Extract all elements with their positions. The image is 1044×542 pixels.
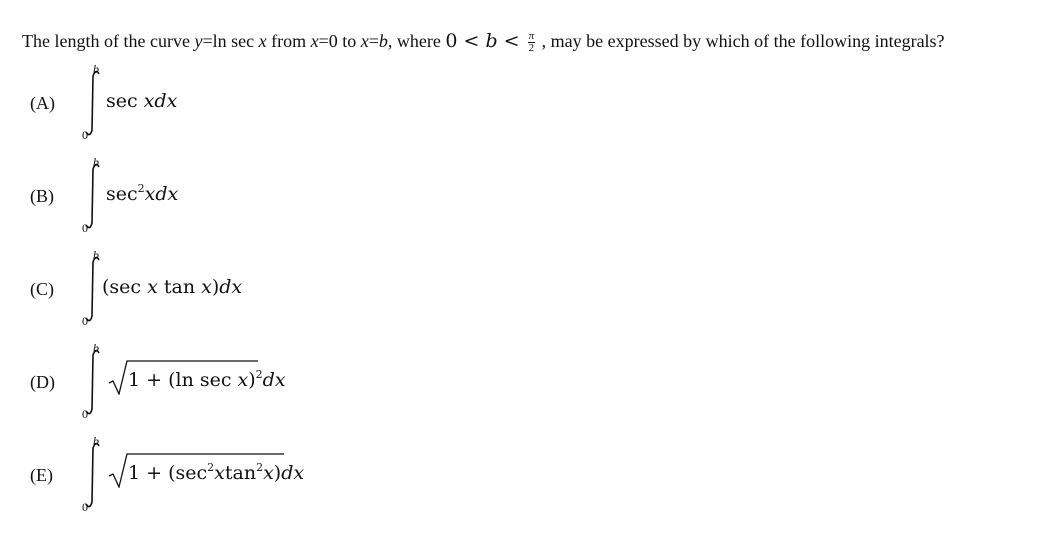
integrand bbox=[128, 462, 304, 485]
integrand bbox=[106, 183, 178, 206]
option-label: (D) bbox=[30, 372, 55, 392]
integrand-part: tan bbox=[224, 462, 257, 484]
lower-limit: 0 bbox=[82, 314, 88, 328]
integrand-part: ) bbox=[211, 276, 220, 298]
integrand bbox=[128, 369, 286, 392]
inequality-part: 0 < bbox=[445, 30, 486, 52]
question-text bbox=[22, 30, 945, 54]
question-segment: from bbox=[266, 31, 311, 51]
integrand-part: xdx bbox=[144, 183, 179, 205]
integrand bbox=[106, 90, 177, 113]
question-segment: = bbox=[368, 31, 379, 51]
var-x: x bbox=[237, 369, 249, 391]
lower-limit: 0 bbox=[82, 407, 88, 421]
question-segment: =0 to bbox=[318, 31, 361, 51]
option-label: (A) bbox=[30, 93, 55, 113]
var-y: y bbox=[194, 31, 203, 51]
lower-limit: 0 bbox=[82, 221, 88, 235]
integrand-part: 1 + (ln sec bbox=[128, 369, 238, 391]
var-x: x bbox=[263, 462, 274, 484]
lower-limit: 0 bbox=[82, 128, 88, 142]
upper-limit: b bbox=[93, 341, 99, 355]
integrand-part: tan bbox=[157, 276, 202, 298]
var-x: x bbox=[201, 276, 212, 298]
exponent: 2 bbox=[255, 368, 263, 381]
question-segment: , may be expressed by which of the following integrals? bbox=[537, 31, 945, 51]
option-d[interactable] bbox=[0, 341, 1044, 427]
option-label: (E) bbox=[30, 465, 53, 485]
integrand-part: 1 + (sec bbox=[128, 462, 208, 484]
question-segment: , where bbox=[387, 31, 446, 51]
exponent: 2 bbox=[256, 461, 264, 474]
integrand bbox=[102, 276, 242, 299]
var-x: x bbox=[214, 462, 225, 484]
integrand-part: sec bbox=[106, 90, 144, 112]
inequality bbox=[445, 30, 525, 52]
fraction-pi-over-2 bbox=[528, 31, 536, 54]
question-segment: The length of the curve bbox=[22, 31, 195, 51]
option-c[interactable] bbox=[0, 248, 1044, 334]
integrand-part: dx bbox=[281, 462, 305, 484]
question-segment: =ln sec bbox=[202, 31, 259, 51]
inequality-part: < bbox=[497, 30, 526, 52]
integrand-part: ) bbox=[248, 369, 256, 391]
exponent: 2 bbox=[207, 461, 215, 474]
integrand-part: dx bbox=[219, 276, 243, 298]
upper-limit: b bbox=[93, 155, 99, 169]
var-x: x bbox=[360, 31, 369, 51]
upper-limit: b bbox=[93, 248, 99, 262]
fraction-numerator: π bbox=[528, 30, 535, 43]
upper-limit: b bbox=[93, 434, 99, 448]
lower-limit: 0 bbox=[82, 500, 88, 514]
integrand-part: sec bbox=[106, 183, 138, 205]
fraction-denominator: 2 bbox=[528, 42, 535, 55]
exponent: 2 bbox=[137, 182, 145, 195]
upper-limit: b bbox=[93, 62, 99, 76]
option-a[interactable] bbox=[0, 62, 1044, 148]
var-x: x bbox=[310, 31, 319, 51]
integrand-part: (sec bbox=[102, 276, 148, 298]
var-b: b bbox=[485, 30, 498, 52]
option-label: (B) bbox=[30, 186, 54, 206]
integrand-part: xdx bbox=[143, 90, 178, 112]
option-e[interactable] bbox=[0, 434, 1044, 520]
integrand-part: dx bbox=[262, 369, 286, 391]
option-b[interactable] bbox=[0, 155, 1044, 241]
integrand-part: ) bbox=[273, 462, 282, 484]
var-x: x bbox=[147, 276, 158, 298]
option-label: (C) bbox=[30, 279, 54, 299]
var-b: b bbox=[378, 31, 388, 51]
var-x: x bbox=[258, 31, 267, 51]
